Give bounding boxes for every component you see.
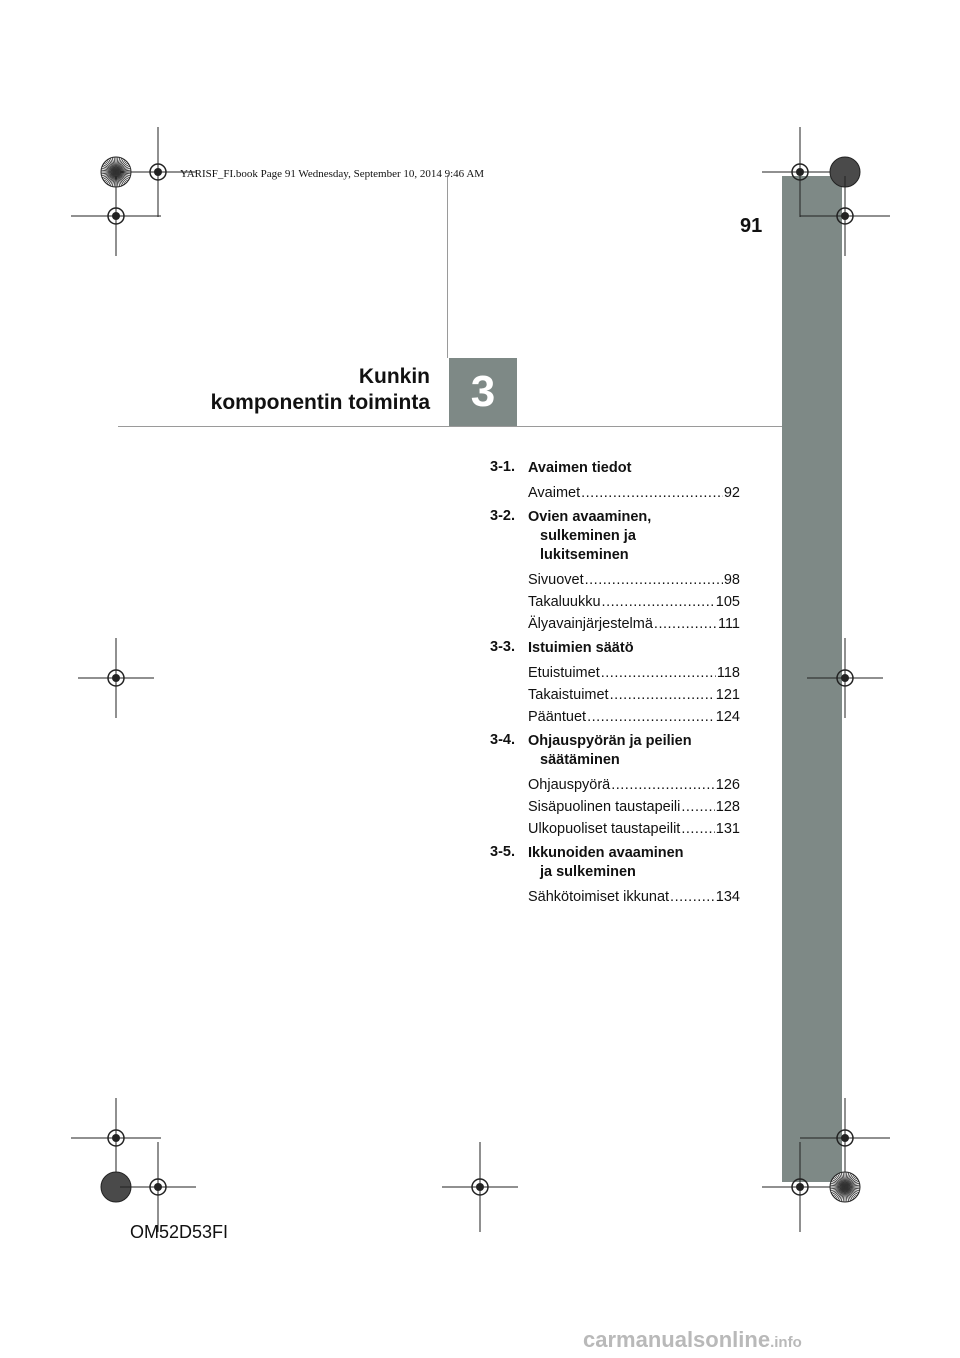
watermark-sub: .info: [770, 1334, 802, 1351]
toc-entry-page: 126: [715, 777, 740, 793]
toc-entry-page: 105: [715, 594, 740, 610]
document-code: OM52D53FI: [130, 1222, 229, 1242]
toc-entry-label: Älyavainjärjestelmä: [528, 616, 653, 632]
radial-target-icon: [830, 1172, 860, 1202]
toc-section-title-line: lukitseminen: [540, 547, 629, 563]
toc-entry-page: 121: [715, 687, 740, 703]
toc-entry-label: Takaluukku: [528, 594, 601, 610]
registration-mark-icon: [120, 127, 196, 217]
toc-entry-label: Ohjauspyörä: [528, 777, 611, 793]
watermark-main: carmanualsonline: [583, 1327, 771, 1352]
registration-mark-icon: [800, 176, 890, 256]
toc-section-number: 3-2.: [490, 508, 515, 524]
registration-mark-icon: [78, 638, 154, 718]
toc-entry-label: Sivuovet: [528, 572, 584, 588]
toc-section-title-line: Ohjauspyörän ja peilien: [528, 733, 692, 749]
toc-section-title-line: säätäminen: [540, 752, 620, 768]
toc-entry-label: Sisäpuolinen taustapeili: [528, 799, 681, 815]
chapter-number: 3: [470, 367, 496, 416]
toc-section-title-line: Ikkunoiden avaaminen: [528, 845, 684, 861]
registration-mark-icon: [762, 127, 838, 217]
registration-mark-icon: [442, 1142, 518, 1232]
toc-entry-label: Etuistuimet: [528, 665, 600, 681]
toc-section-number: 3-5.: [490, 844, 515, 860]
toc-entry-page: 118: [716, 665, 740, 681]
toc-entry-page: 131: [715, 821, 740, 837]
registration-mark-icon: [71, 1098, 161, 1178]
toc-section-title-line: ja sulkeminen: [540, 864, 636, 880]
registration-mark-icon: [807, 638, 883, 718]
toc-entry-page: 124: [715, 709, 740, 725]
chapter-title-line2: komponentin toiminta: [210, 391, 430, 414]
toc-section-number: 3-4.: [490, 732, 515, 748]
print-header-line: YARISF_FI.book Page 91 Wednesday, September 10, 2014 9:46 AM: [180, 168, 485, 180]
toc-section-number: 3-3.: [490, 639, 515, 655]
registration-mark-icon: [800, 1098, 890, 1178]
toc-entry-label: Takaistuimet: [528, 687, 609, 703]
toc-entry-label: Sähkötoimiset ikkunat: [528, 889, 670, 905]
toc-entry-page: 92: [723, 485, 740, 501]
registration-mark-icon: [762, 1142, 838, 1232]
toc-entry-page: 111: [717, 616, 740, 632]
toc-entry-page: 128: [715, 799, 740, 815]
toc-entry-page: 98: [723, 572, 740, 588]
registration-mark-icon: [120, 1142, 196, 1232]
toc-entry-label: Pääntuet: [528, 709, 587, 725]
toc-section-title-line: Avaimen tiedot: [528, 460, 632, 476]
toc-section-title-line: sulkeminen ja: [540, 528, 636, 544]
toc-section-title-line: Istuimien säätö: [528, 640, 634, 656]
registration-mark-icon: [71, 176, 161, 256]
toc-section-title-line: Ovien avaaminen,: [528, 509, 652, 525]
chapter-title-line1: Kunkin: [358, 365, 430, 388]
toc-entry-label: Avaimet: [528, 485, 581, 501]
toc-entry-page: 134: [715, 889, 740, 905]
toc-entry-label: Ulkopuoliset taustapeilit: [528, 821, 681, 837]
toc-section-number: 3-1.: [490, 459, 515, 475]
page-number: 91: [740, 215, 763, 237]
